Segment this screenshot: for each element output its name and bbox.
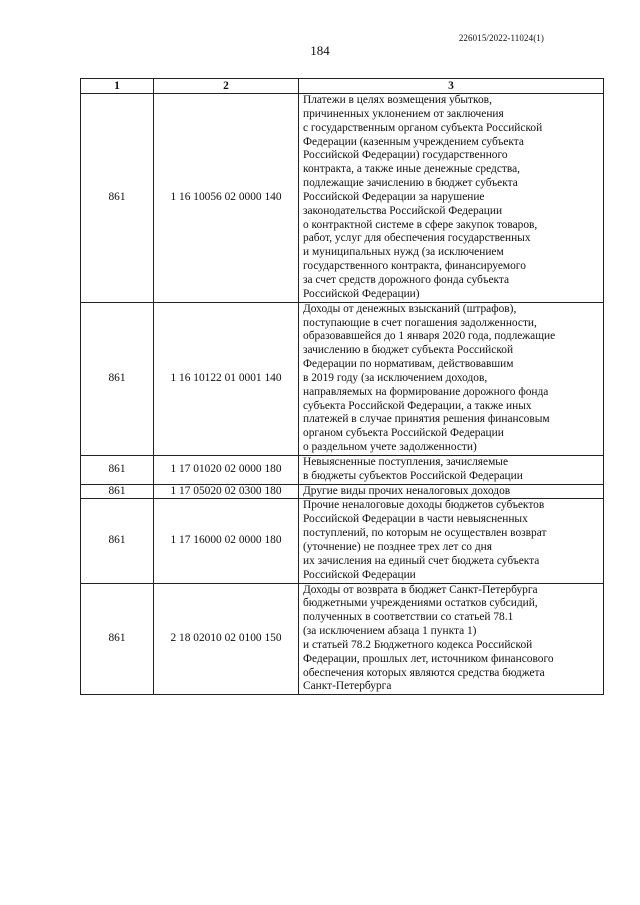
admin-code-cell: 861 — [81, 583, 154, 695]
revenue-description-cell — [299, 484, 604, 499]
description-line: Доходы от возврата в бюджет Санкт-Петербурга — [303, 583, 538, 596]
budget-classification-code-cell: 1 17 16000 02 0000 180 — [154, 499, 299, 583]
description-line: за счет средств дорожного фонда субъекта — [303, 273, 510, 286]
admin-code-cell: 861 — [81, 484, 154, 499]
description-line: и статьей 78.2 Бюджетного кодекса Российской — [303, 638, 533, 651]
description-line: Российской Федерации) — [303, 287, 420, 300]
table-row — [81, 302, 604, 455]
budget-classification-code-cell: 1 17 05020 02 0300 180 — [154, 484, 299, 499]
description-line: Федерации (казенным учреждением субъекта — [303, 135, 524, 148]
budget-classification-code-cell: 1 17 01020 02 0000 180 — [154, 455, 299, 484]
document-registration-number: 226015/2022-11024(1) — [458, 33, 544, 43]
admin-code-cell: 861 — [81, 94, 154, 303]
table-row — [81, 455, 604, 484]
description-line: полученных в соответствии со статьей 78.1 — [303, 611, 514, 624]
description-line: поступающие в счет погашения задолженности, — [303, 316, 537, 329]
description-line: Доходы от денежных взысканий (штрафов), — [303, 302, 517, 315]
description-line: с государственным органом субъекта Российской — [303, 121, 543, 134]
description-line: Российской Федерации за нарушение — [303, 190, 485, 203]
description-line: Российской Федерации) государственного — [303, 149, 508, 162]
description-line: подлежащие зачислению в бюджет субъекта — [303, 177, 518, 190]
admin-code-cell: 861 — [81, 302, 154, 455]
description-line: и муниципальных нужд (за исключением — [303, 246, 504, 259]
description-line: контракта, а также иные денежные средства, — [303, 163, 520, 176]
description-line: причиненных уклонением от заключения — [303, 107, 504, 120]
description-line: Российской Федерации в части невыясненных — [303, 513, 528, 526]
description-line: Федерации по нормативам, действовавшим — [303, 358, 514, 371]
description-line: субъекта Российской Федерации, а также иных — [303, 399, 532, 412]
revenue-description-cell — [299, 455, 604, 484]
description-line: бюджетными учреждениями остатков субсидий, — [303, 597, 538, 610]
table-row — [81, 499, 604, 583]
description-line: обеспечения которых являются средства бюджета — [303, 666, 545, 679]
budget-revenue-table — [80, 78, 604, 695]
description-line: (уточнение) не позднее трех лет со дня — [303, 541, 492, 553]
description-line: о раздельном учете задолженности) — [303, 441, 477, 454]
description-line: Федерации, прошлых лет, источником финансового — [303, 652, 554, 665]
description-line: поступлений, по которым не осуществлен возврат — [303, 527, 547, 540]
description-line: (за исключением абзаца 1 пункта 1) — [303, 625, 477, 638]
admin-code-cell: 861 — [81, 499, 154, 583]
description-line: Другие виды прочих неналоговых доходов — [303, 484, 511, 497]
description-line: направляемых на формирование дорожного фонда — [303, 385, 549, 398]
description-line: законодательства Российской Федерации — [303, 204, 503, 217]
description-line: образовавшейся до 1 января 2020 года, подлежащие — [303, 330, 556, 343]
revenue-description-cell — [299, 499, 604, 583]
description-line: органом субъекта Российской Федерации — [303, 427, 504, 440]
table-row — [81, 484, 604, 499]
table-row — [81, 583, 604, 695]
revenue-description-cell — [299, 94, 604, 303]
revenue-description-cell — [299, 302, 604, 455]
budget-classification-code-cell: 2 18 02010 02 0100 150 — [154, 583, 299, 695]
description-line: платежей в случае принятия решения финансовым — [303, 413, 550, 426]
description-line: государственного контракта, финансируемого — [303, 260, 526, 273]
description-line: работ, услуг для обеспечения государственных — [303, 232, 531, 245]
description-line: в 2019 году (за исключением доходов, — [303, 371, 488, 384]
table-row — [81, 94, 604, 303]
description-line: Платежи в целях возмещения убытков, — [303, 94, 492, 106]
description-line: Санкт-Петербурга — [303, 680, 392, 693]
budget-classification-code-cell: 1 16 10122 01 0001 140 — [154, 302, 299, 455]
revenue-description-cell — [299, 583, 604, 695]
column-header-2: 2 — [154, 79, 299, 94]
page-number: 184 — [310, 43, 330, 58]
description-line: Невыясненные поступления, зачисляемые — [303, 455, 508, 468]
description-line: их зачисления на единый счет бюджета субъекта — [303, 554, 540, 567]
description-line: зачислению в бюджет субъекта Российской — [303, 344, 514, 357]
description-line: о контрактной системе в сфере закупок товаров, — [303, 218, 538, 231]
description-line: в бюджеты субъектов Российской Федерации — [303, 469, 523, 482]
admin-code-cell: 861 — [81, 455, 154, 484]
description-line: Прочие неналоговые доходы бюджетов субъектов — [303, 499, 545, 512]
column-header-3: 3 — [299, 79, 604, 94]
budget-classification-code-cell: 1 16 10056 02 0000 140 — [154, 94, 299, 303]
column-header-1: 1 — [81, 79, 154, 94]
table-header-row — [81, 79, 604, 94]
description-line: Российской Федерации — [303, 568, 416, 581]
